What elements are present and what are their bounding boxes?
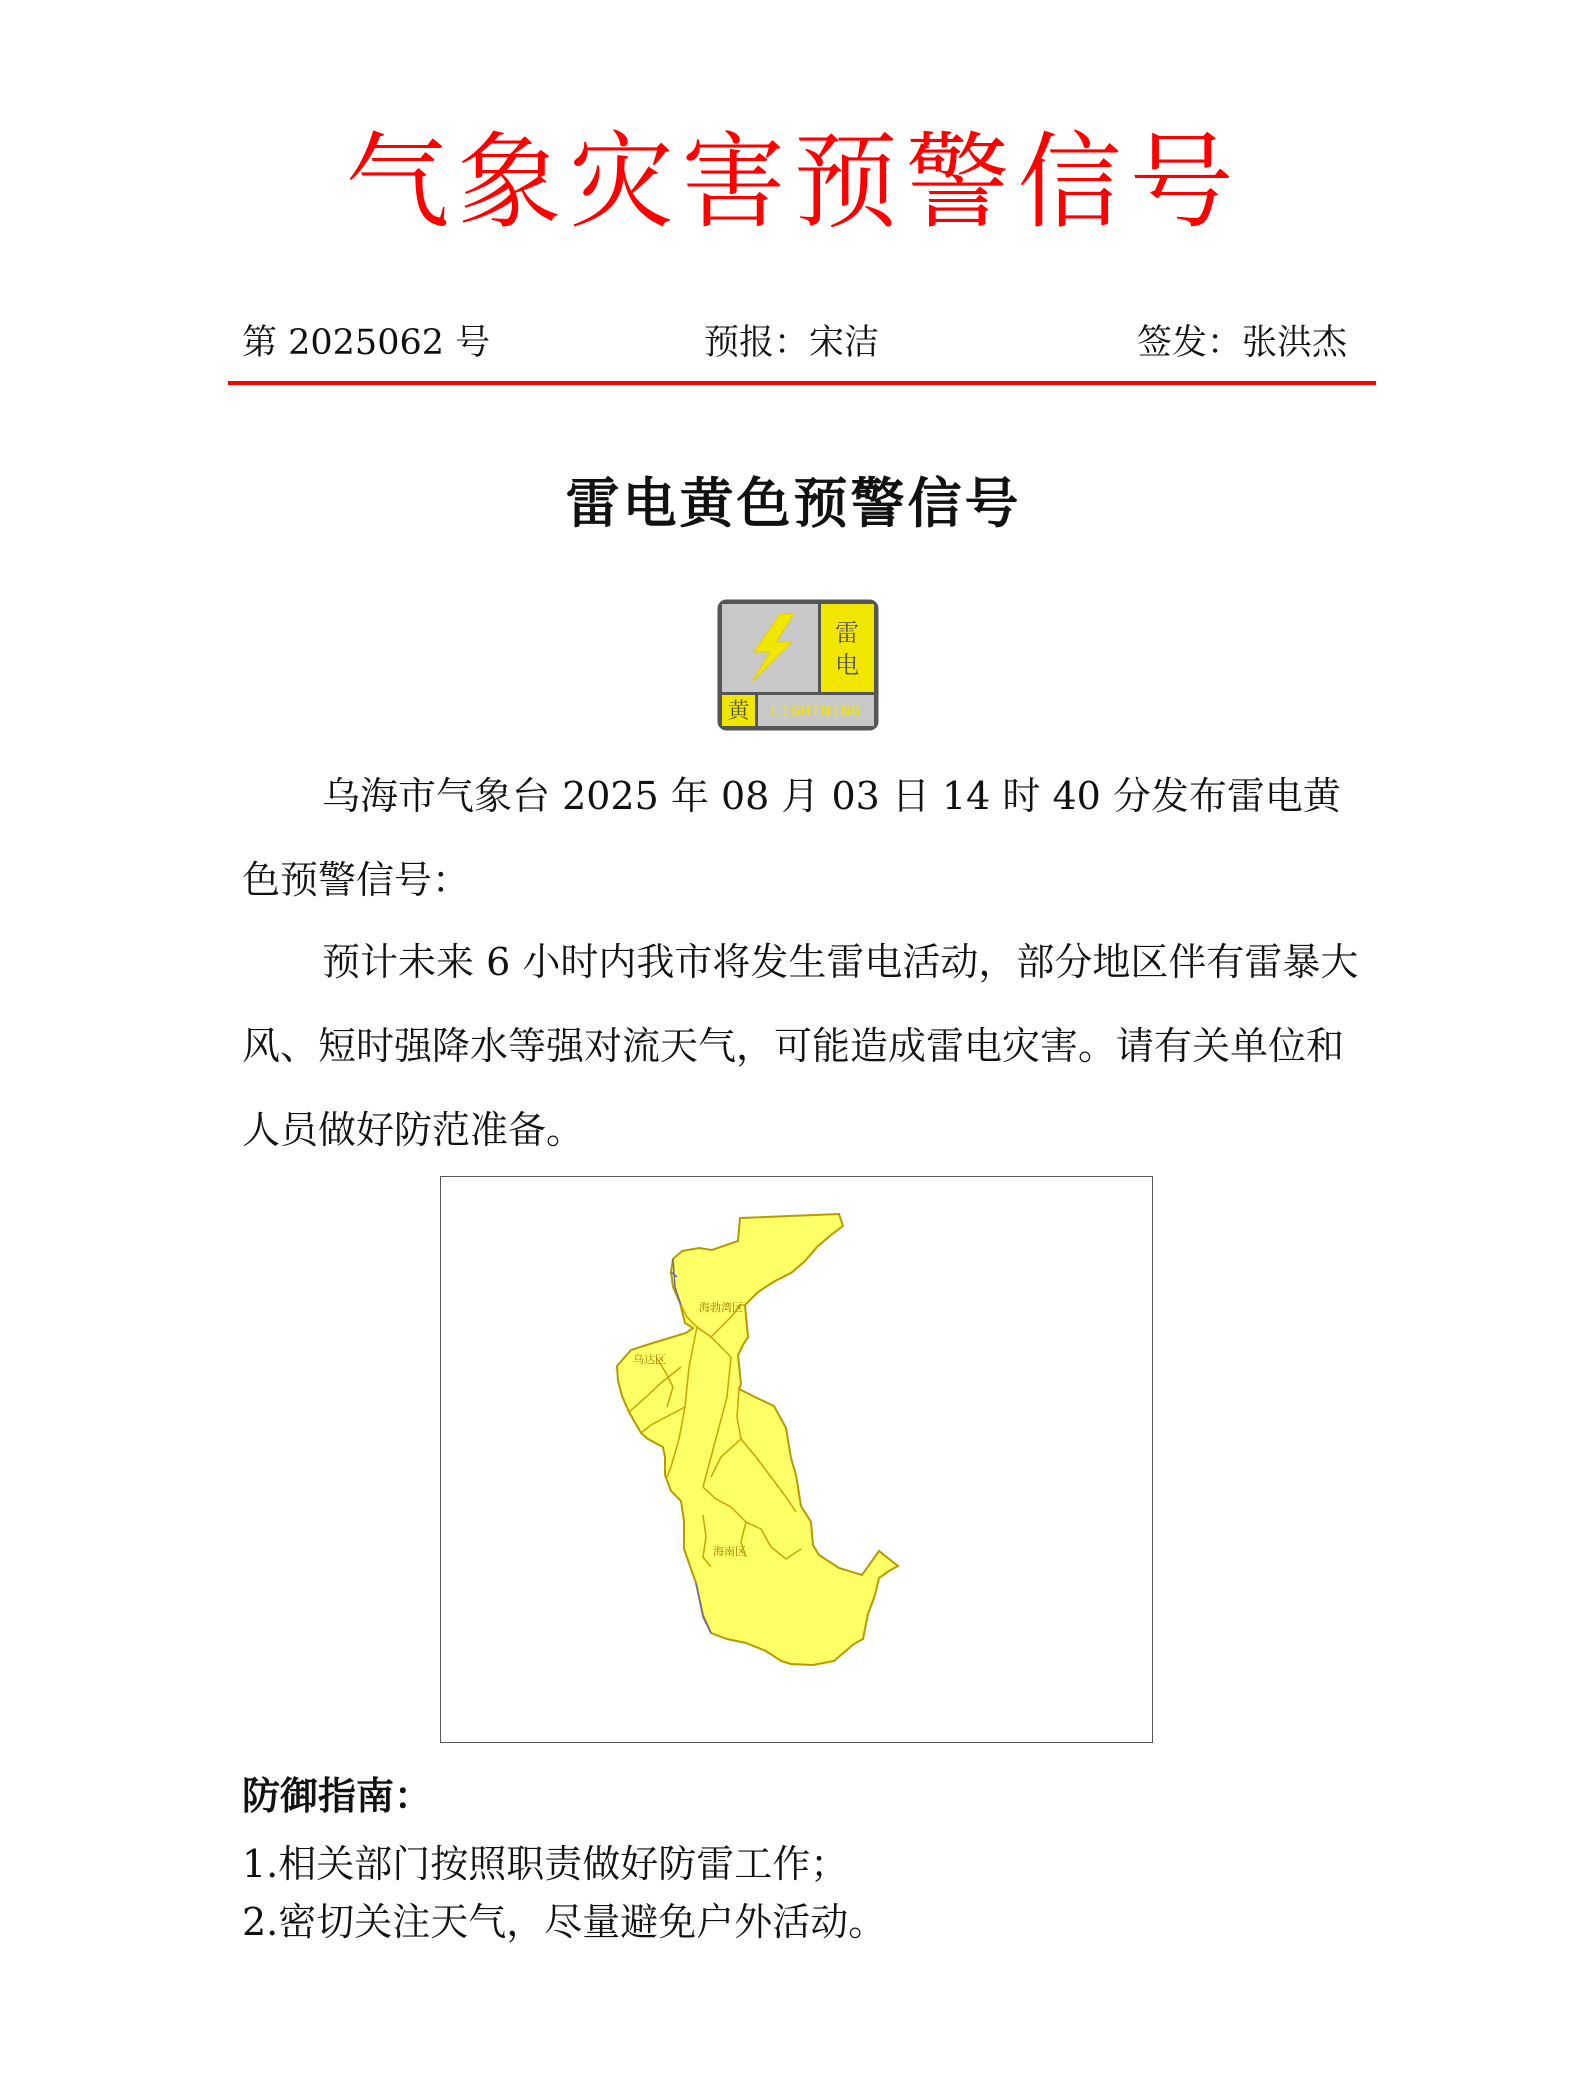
red-divider — [228, 381, 1376, 385]
lightning-warning-icon — [716, 598, 880, 732]
issuance-paragraph — [242, 754, 1362, 922]
document-number: 第 2025062 号 — [242, 323, 491, 363]
issuer: 签发：张洪杰 — [1136, 323, 1347, 363]
issuance-text: 乌海市气象台 2025 年 08 月 03 日 14 时 40 分发布雷电黄色预警信号： — [242, 774, 1341, 902]
guide-item-2: 2.密切关注天气，尽量避免户外活动。 — [242, 1900, 887, 1944]
icon-label-dian: 电 — [835, 651, 859, 679]
guide-item-1: 1.相关部门按照职责做好防雷工作； — [242, 1842, 849, 1886]
signal-title: 雷电黄色预警信号 — [565, 471, 1022, 535]
icon-label-lei: 雷 — [835, 619, 859, 647]
district-label-haibowan: 海勃湾区 — [699, 1301, 743, 1314]
district-label-hainan: 海南区 — [713, 1545, 746, 1558]
icon-label-lightning: LIGHTNING — [770, 702, 862, 720]
document-meta-row — [242, 318, 1347, 368]
map-region-outline — [617, 1214, 898, 1665]
district-label-wuda: 乌达区 — [633, 1353, 666, 1366]
forecaster: 预报：宋洁 — [704, 323, 880, 363]
forecast-paragraph — [242, 920, 1362, 1172]
masthead-title: 气象灾害预警信号 — [345, 121, 1242, 243]
guide-heading: 防御指南： — [242, 1773, 433, 1818]
warning-area-map — [440, 1176, 1153, 1743]
icon-label-yellow: 黄 — [727, 699, 750, 724]
forecast-text: 预计未来 6 小时内我市将发生雷电活动，部分地区伴有雷暴大风、短时强降水等强对流天气，可能造成雷电灾害。请有关单位和人员做好防范准备。 — [242, 940, 1359, 1152]
